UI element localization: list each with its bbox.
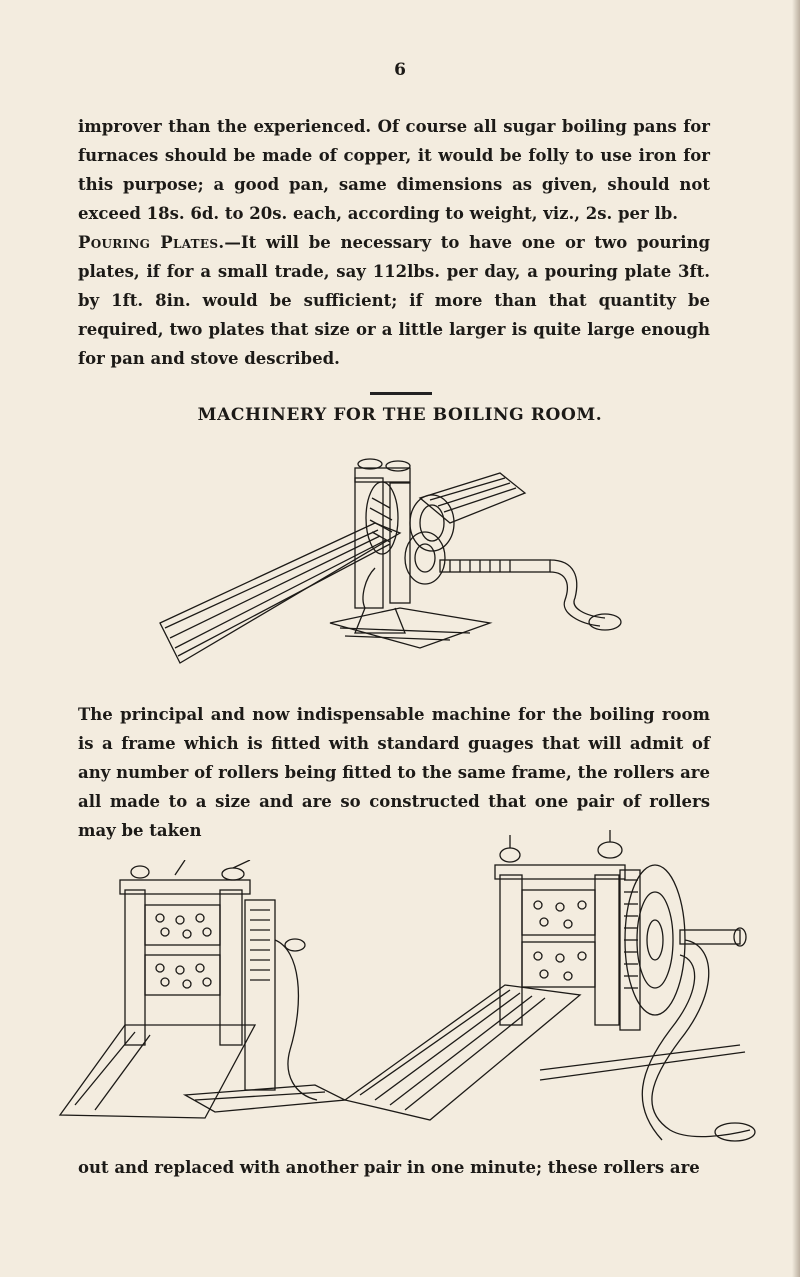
machine-illustration-3 xyxy=(340,830,760,1160)
section-heading: MACHINERY FOR THE BOILING ROOM. xyxy=(197,405,603,425)
divider-rule xyxy=(370,392,432,395)
page-number: 6 xyxy=(394,60,406,80)
machine-illustration-1 xyxy=(150,448,630,670)
section-lead-pouring-plates: Pouring Plates. xyxy=(78,233,225,252)
page-edge-shadow xyxy=(792,0,800,1277)
paragraph-text: improver than the experienced. Of course all sugar boiling pans for furnaces should be made of copper, it would be folly to use iron for this purpose; a good pan, same dimensions as given, should not exceed 18s. 6d. to 20s. each, according to weight, viz., 2s. per lb. xyxy=(78,117,710,223)
paragraph-continuation: out and replaced with another pair in one minute; these rollers are xyxy=(78,1158,700,1177)
paragraph-pans-and-plates xyxy=(78,112,710,373)
paragraph-text: —It will be necessary to have one or two pouring plates, if for a small trade, say 112lbs. per day, a pouring plate 3ft. by 1ft. 8in. would be sufficient; if more than that quantity be required, two plates that size or a little larger is quite large enough for pan and stove described. xyxy=(78,233,710,368)
paragraph-machine-description: The principal and now indispensable machine for the boiling room is a frame which is fitted with standard guages that will admit of any number of rollers being fitted to the same frame, the rollers are all made to a size and are so constructed that one pair of rollers may be taken xyxy=(78,705,710,840)
machine-illustration-2 xyxy=(55,860,355,1128)
